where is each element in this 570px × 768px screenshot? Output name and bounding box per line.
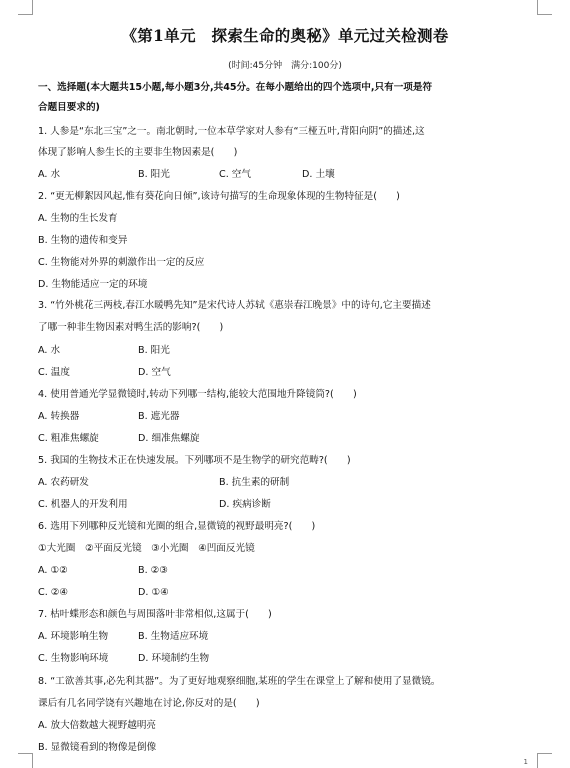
question-1-option-d: D. 土壤 bbox=[302, 169, 335, 180]
question-6-choices: ①大光圈 ②平面反光镜 ③小光圈 ④凹面反光镜 bbox=[38, 543, 255, 554]
question-1-stem-cont: 体现了影响人参生长的主要非生物因素是( ) bbox=[38, 147, 238, 158]
question-5-option-d: D. 疾病诊断 bbox=[219, 499, 271, 510]
question-6-option-b: B. ②③ bbox=[138, 565, 168, 576]
question-7-option-b: B. 生物适应环境 bbox=[138, 631, 209, 642]
question-4-option-a: A. 转换器 bbox=[38, 411, 80, 422]
question-2-option-b: B. 生物的遗传和变异 bbox=[38, 235, 128, 246]
question-1-option-c: C. 空气 bbox=[219, 169, 251, 180]
question-3-option-c: C. 温度 bbox=[38, 367, 70, 378]
crop-mark-bottom-right bbox=[537, 753, 552, 768]
question-6-stem: 6. 选用下列哪种反光镜和光圈的组合,显微镜的视野最明亮?( ) bbox=[38, 521, 316, 532]
question-1-option-a: A. 水 bbox=[38, 169, 61, 180]
question-6-option-d: D. ①④ bbox=[138, 587, 169, 598]
question-2-option-d: D. 生物能适应一定的环境 bbox=[38, 279, 148, 290]
question-3-option-d: D. 空气 bbox=[138, 367, 171, 378]
crop-mark-top-left bbox=[18, 0, 33, 15]
exam-info: (时间:45分钟 满分:100分) bbox=[228, 61, 342, 71]
question-8-stem: 8. “工欲善其事,必先利其器”。为了更好地观察细胞,某班的学生在课堂上了解和使用了显微镜。 bbox=[38, 676, 441, 687]
crop-mark-bottom-left bbox=[18, 753, 33, 768]
question-8-option-a: A. 放大倍数越大视野越明亮 bbox=[38, 720, 157, 731]
question-1-option-b: B. 阳光 bbox=[138, 169, 170, 180]
question-6-option-a: A. ①② bbox=[38, 565, 68, 576]
section-heading: 一、选择题(本大题共15小题,每小题3分,共45分。在每小题给出的四个选项中,只有一项是符 bbox=[38, 82, 433, 93]
question-5-option-b: B. 抗生素的研制 bbox=[219, 477, 290, 488]
question-5-option-a: A. 农药研发 bbox=[38, 477, 89, 488]
question-3-option-a: A. 水 bbox=[38, 345, 61, 356]
question-8-stem-cont: 课后有几名同学饶有兴趣地在讨论,你反对的是( ) bbox=[38, 698, 260, 709]
question-2-option-c: C. 生物能对外界的刺激作出一定的反应 bbox=[38, 257, 205, 268]
section-heading-cont: 合题目要求的) bbox=[38, 102, 100, 113]
question-5-stem: 5. 我国的生物技术正在快速发展。下列哪项不是生物学的研究范畴?( ) bbox=[38, 455, 351, 466]
question-2-option-a: A. 生物的生长发育 bbox=[38, 213, 118, 224]
question-4-option-c: C. 粗准焦螺旋 bbox=[38, 433, 99, 444]
question-4-stem: 4. 使用普通光学显微镜时,转动下列哪一结构,能较大范围地升降镜筒?( ) bbox=[38, 389, 357, 400]
page-title: 《第1单元 探索生命的奥秘》单元过关检测卷 bbox=[121, 26, 449, 45]
question-7-stem: 7. 枯叶蝶形态和颜色与周围落叶非常相似,这属于( ) bbox=[38, 609, 272, 620]
question-8-option-b: B. 显微镜看到的物像是倒像 bbox=[38, 742, 157, 753]
question-7-option-c: C. 生物影响环境 bbox=[38, 653, 109, 664]
question-3-option-b: B. 阳光 bbox=[138, 345, 170, 356]
question-7-option-a: A. 环境影响生物 bbox=[38, 631, 109, 642]
question-5-option-c: C. 机器人的开发利用 bbox=[38, 499, 128, 510]
question-7-option-d: D. 环境制约生物 bbox=[138, 653, 210, 664]
question-4-option-b: B. 遮光器 bbox=[138, 411, 180, 422]
question-1-stem: 1. 人参是“东北三宝”之一。南北朝时,一位本草学家对人参有“三桠五叶,背阳向阴”的描述,这 bbox=[38, 126, 425, 137]
question-3-stem-cont: 了哪一种非生物因素对鸭生活的影响?( ) bbox=[38, 322, 224, 333]
page-number: 1 bbox=[523, 758, 528, 766]
crop-mark-top-right bbox=[537, 0, 552, 15]
question-2-stem: 2. “更无柳絮因风起,惟有葵花向日倾”,该诗句描写的生命现象体现的生物特征是( ) bbox=[38, 191, 400, 202]
question-3-stem: 3. “竹外桃花三两枝,春江水暖鸭先知”是宋代诗人苏轼《惠崇春江晚景》中的诗句,它主要描述 bbox=[38, 300, 431, 311]
question-4-option-d: D. 细准焦螺旋 bbox=[138, 433, 200, 444]
question-6-option-c: C. ②④ bbox=[38, 587, 68, 598]
